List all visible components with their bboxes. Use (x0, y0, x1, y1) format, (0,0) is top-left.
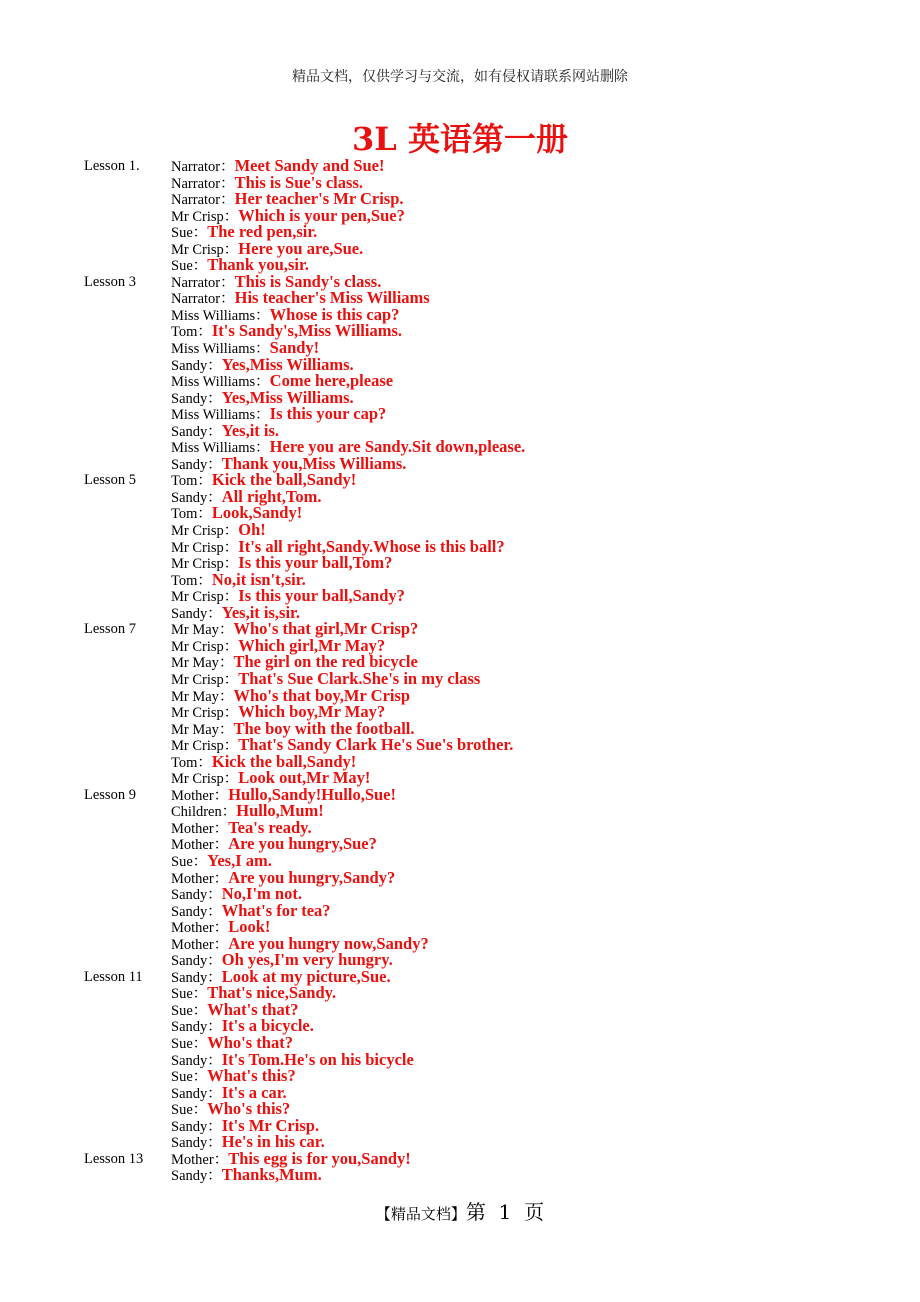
speech-text: It's Mr Crisp. (221, 1115, 320, 1135)
speaker-name: Sandy (171, 887, 208, 904)
speaker-name: Sue (171, 258, 193, 275)
lesson-label: Lesson 9 (84, 786, 136, 803)
speaker-name: Sandy (171, 953, 208, 970)
speech-text: Who's that? (207, 1032, 293, 1052)
speaker-name: Narrator (171, 291, 221, 308)
speaker-name: Mother (171, 1151, 214, 1168)
speaker-name: Sue (171, 853, 193, 870)
speaker-name: Sandy (171, 903, 208, 920)
speech-text: Look! (228, 917, 271, 937)
speaker-name: Sandy (171, 423, 208, 440)
speaker-colon: ： (207, 1118, 222, 1135)
speaker-colon: ： (192, 986, 208, 1003)
speaker-colon: ： (223, 539, 239, 556)
speaker-colon: ： (207, 953, 222, 970)
speech-text: It's all right,Sandy.Whose is this ball? (238, 536, 505, 556)
speaker-name: Mr May (171, 655, 219, 672)
dialogue-line (171, 1167, 904, 1184)
speech-text: Is this your ball,Tom? (238, 553, 393, 573)
speaker-name: Mother (171, 787, 214, 804)
speech-text: It's Sandy's,Miss Williams. (211, 321, 402, 341)
dialogue-content (84, 158, 904, 1184)
speaker-colon: ： (207, 1085, 222, 1102)
speech-text: Yes,Miss Williams. (221, 354, 354, 374)
speech-text: He's in his car. (221, 1132, 325, 1152)
speech-text: Yes,I am. (207, 850, 272, 870)
speech-text: Yes,it is,sir. (221, 602, 300, 622)
speaker-colon: ： (223, 771, 239, 788)
speaker-name: Narrator (171, 192, 221, 209)
speaker-colon: ： (207, 1135, 222, 1152)
speaker-name: Mr Crisp (171, 523, 224, 540)
speaker-name: Narrator (171, 159, 221, 175)
speaker-colon: ： (255, 374, 270, 391)
dialogue-lines (171, 472, 904, 621)
dialogue-lines (171, 158, 904, 274)
speaker-name: Mr Crisp (171, 738, 224, 755)
speaker-name: Sandy (171, 456, 208, 473)
speaker-colon: ： (221, 804, 237, 821)
speaker-name: Sandy (171, 1019, 208, 1036)
speaker-name: Miss Williams (171, 307, 256, 324)
speaker-colon: ： (223, 208, 239, 225)
speech-text: Whose is this cap? (269, 304, 400, 324)
speaker-colon: ： (192, 853, 208, 870)
speech-text: Kick the ball,Sandy! (211, 751, 357, 771)
speech-text: What's this? (207, 1066, 296, 1086)
speech-text: Her teacher's Mr Crisp. (234, 189, 404, 209)
speech-text: Who's that boy,Mr Crisp (233, 685, 411, 705)
speaker-name: Sandy (171, 1052, 208, 1069)
speaker-colon: ： (197, 473, 212, 490)
lesson-label: Lesson 3 (84, 273, 136, 290)
dialogue-lines (171, 271, 904, 473)
speech-text: Hullo,Sandy!Hullo,Sue! (228, 784, 396, 804)
speech-text: Which is your pen,Sue? (238, 205, 405, 225)
speaker-name: Mother (171, 920, 214, 937)
dialogue-lines (171, 784, 904, 970)
speaker-colon: ： (213, 820, 229, 837)
speaker-colon: ： (207, 903, 222, 920)
speaker-name: Mr May (171, 622, 219, 639)
speaker-name: Mr Crisp (171, 638, 224, 655)
page-footer (0, 1196, 920, 1225)
speaker-colon: ： (207, 1052, 222, 1069)
lesson-label: Lesson 13 (84, 1150, 144, 1167)
speech-text: Here you are Sandy.Sit down,please. (269, 437, 526, 457)
speaker-colon: ： (197, 572, 212, 589)
speaker-colon: ： (207, 605, 222, 622)
speaker-colon: ： (223, 738, 239, 755)
speaker-colon: ： (220, 274, 235, 291)
speaker-name: Mr May (171, 688, 219, 705)
speaker-colon: ： (207, 887, 222, 904)
speaker-name: Tom (171, 473, 198, 490)
speaker-colon: ： (207, 489, 222, 506)
speaker-colon: ： (207, 969, 222, 986)
speaker-colon: ： (223, 589, 239, 606)
speaker-name: Children (171, 804, 222, 821)
speaker-name: Sandy (171, 489, 208, 506)
speech-text: Here you are,Sue. (238, 238, 364, 258)
speaker-colon: ： (207, 423, 222, 440)
speech-text: What's that? (207, 999, 299, 1019)
speech-text: All right,Tom. (221, 486, 322, 506)
speaker-name: Sandy (171, 357, 208, 374)
speaker-name: Mother (171, 820, 214, 837)
speaker-colon: ： (213, 837, 229, 854)
speaker-name: Miss Williams (171, 407, 256, 424)
footer-prefix: 第 (465, 1200, 486, 1224)
lesson-block (84, 472, 904, 621)
speaker-colon: ： (255, 341, 270, 358)
speaker-name: Mr Crisp (171, 539, 224, 556)
speaker-colon: ： (220, 159, 235, 175)
speaker-name: Mr Crisp (171, 208, 224, 225)
lesson-label: Lesson 5 (84, 472, 136, 489)
speech-text: Is this your ball,Sandy? (238, 586, 405, 606)
lesson-block (84, 1148, 904, 1185)
speaker-name: Mother (171, 870, 214, 887)
speaker-name: Sue (171, 1035, 193, 1052)
lesson-block (84, 158, 904, 274)
speaker-colon: ： (223, 556, 239, 573)
speaker-name: Mr Crisp (171, 241, 224, 258)
speech-text: What's for tea? (221, 900, 331, 920)
speaker-name: Mr Crisp (171, 771, 224, 788)
speaker-name: Mother (171, 837, 214, 854)
speaker-colon: ： (207, 357, 222, 374)
speech-text: Which boy,Mr May? (238, 702, 386, 722)
document-title: 3L 英语第一册 (352, 120, 568, 158)
speech-text: Tea's ready. (228, 817, 312, 837)
speech-text: Who's that girl,Mr Crisp? (233, 619, 419, 639)
speech-text: This is Sue's class. (234, 172, 363, 192)
speech-text: That's nice,Sandy. (207, 983, 337, 1003)
speech-text: Thank you,Miss Williams. (221, 453, 407, 473)
speaker-colon: ： (207, 456, 222, 473)
page-number: 1 (498, 1200, 512, 1224)
speech-text: Kick the ball,Sandy! (211, 470, 357, 490)
speech-text: Look out,Mr May! (238, 768, 371, 788)
speaker-name: Miss Williams (171, 440, 256, 457)
speech-text: That's Sue Clark.She's in my class (238, 668, 481, 688)
speaker-name: Miss Williams (171, 374, 256, 391)
speech-text: It's a bicycle. (221, 1016, 314, 1036)
speech-text: This egg is for you,Sandy! (228, 1148, 411, 1168)
speaker-colon: ： (192, 225, 208, 242)
dialogue-lines (171, 966, 904, 1152)
speaker-name: Tom (171, 506, 198, 523)
speaker-name: Mr Crisp (171, 705, 224, 722)
speaker-name: Sandy (171, 605, 208, 622)
speaker-colon: ： (223, 241, 239, 258)
speaker-colon: ： (223, 705, 239, 722)
speaker-colon: ： (218, 622, 234, 639)
speaker-name: Sandy (171, 390, 208, 407)
speaker-name: Sandy (171, 1168, 208, 1185)
speaker-colon: ： (220, 175, 235, 192)
speech-text: Oh yes,I'm very hungry. (221, 950, 393, 970)
speaker-name: Sue (171, 986, 193, 1003)
speech-text: Are you hungry,Sandy? (228, 867, 396, 887)
speech-text: The boy with the football. (233, 718, 415, 738)
speaker-colon: ： (223, 671, 239, 688)
dialogue-line (171, 900, 904, 920)
dialogue-lines (171, 1148, 904, 1185)
speech-text: His teacher's Miss Williams (234, 288, 430, 308)
lesson-block (84, 621, 904, 786)
speech-text: The red pen,sir. (207, 222, 318, 242)
speech-text: Are you hungry,Sue? (228, 834, 377, 854)
speaker-name: Sue (171, 1069, 193, 1086)
speaker-name: Tom (171, 754, 198, 771)
speaker-name: Sue (171, 1102, 193, 1119)
lesson-block (84, 271, 904, 473)
speech-text: Meet Sandy and Sue! (234, 156, 385, 175)
speaker-name: Sue (171, 225, 193, 242)
speaker-colon: ： (207, 390, 222, 407)
speaker-colon: ： (218, 688, 234, 705)
dialogue-line (171, 836, 904, 853)
speaker-name: Tom (171, 324, 198, 341)
speaker-colon: ： (213, 1151, 229, 1168)
speech-text: That's Sandy Clark He's Sue's brother. (238, 735, 514, 755)
speaker-name: Sue (171, 1002, 193, 1019)
speech-text: No,it isn't,sir. (211, 569, 306, 589)
speech-text: Who's this? (207, 1099, 291, 1119)
speech-text: Are you hungry now,Sandy? (228, 933, 429, 953)
speaker-colon: ： (192, 1035, 208, 1052)
speaker-colon: ： (218, 655, 234, 672)
speech-text: Oh! (238, 520, 266, 540)
lesson-block (84, 966, 904, 1152)
dialogue-line (171, 505, 904, 522)
speaker-colon: ： (192, 1102, 208, 1119)
speaker-name: Mother (171, 936, 214, 953)
speech-text: Thank you,sir. (207, 255, 309, 275)
footer-suffix: 页 (524, 1200, 545, 1224)
speech-text: Hullo,Mum! (236, 801, 324, 821)
speaker-name: Miss Williams (171, 341, 256, 358)
speaker-colon: ： (213, 920, 229, 937)
speaker-name: Sandy (171, 1135, 208, 1152)
speaker-colon: ： (213, 787, 229, 804)
speaker-colon: ： (223, 523, 239, 540)
speech-text: Look,Sandy! (211, 503, 303, 523)
speaker-colon: ： (213, 936, 229, 953)
speaker-name: Sandy (171, 1085, 208, 1102)
speech-text: Yes,Miss Williams. (221, 387, 354, 407)
speaker-colon: ： (192, 1069, 208, 1086)
speaker-colon: ： (223, 638, 239, 655)
speaker-name: Sandy (171, 969, 208, 986)
speaker-colon: ： (197, 506, 212, 523)
lesson-block (84, 784, 904, 970)
speech-text: It's Tom.He's on his bicycle (221, 1049, 414, 1069)
speaker-colon: ： (207, 1019, 222, 1036)
dialogue-lines (171, 621, 904, 786)
speech-text: No,I'm not. (221, 884, 302, 904)
lesson-label: Lesson 7 (84, 621, 136, 638)
speaker-colon: ： (255, 440, 270, 457)
speaker-name: Mr May (171, 721, 219, 738)
speech-text: Thanks,Mum. (221, 1165, 322, 1185)
speaker-colon: ： (220, 192, 235, 209)
speaker-name: Mr Crisp (171, 671, 224, 688)
speaker-name: Narrator (171, 175, 221, 192)
speech-text: Is this your cap? (269, 404, 387, 424)
speaker-colon: ： (255, 307, 270, 324)
speaker-colon: ： (255, 407, 270, 424)
speaker-colon: ： (220, 291, 235, 308)
speaker-colon: ： (207, 1168, 222, 1185)
speech-text: Come here,please (269, 371, 394, 391)
lesson-label: Lesson 1. (84, 158, 140, 174)
speaker-name: Sandy (171, 1118, 208, 1135)
speaker-colon: ： (213, 870, 229, 887)
speech-text: The girl on the red bicycle (233, 652, 418, 672)
speech-text: Yes,it is. (221, 420, 280, 440)
speaker-colon: ： (192, 1002, 208, 1019)
footer-tag: 【精品文档】 (375, 1205, 466, 1223)
speech-text: Look at my picture,Sue. (221, 966, 391, 986)
speaker-colon: ： (192, 258, 208, 275)
speaker-colon: ： (197, 754, 212, 771)
speech-text: This is Sandy's class. (234, 271, 382, 291)
speech-text: Which girl,Mr May? (238, 635, 386, 655)
speaker-colon: ： (197, 324, 212, 341)
speaker-name: Narrator (171, 274, 221, 291)
lesson-label: Lesson 11 (84, 968, 143, 985)
speaker-colon: ： (218, 721, 234, 738)
speech-text: Sandy! (269, 338, 320, 358)
speaker-name: Mr Crisp (171, 556, 224, 573)
page-header: 精品文档，仅供学习与交流，如有侵权请联系网站删除 (292, 69, 628, 85)
dialogue-line (171, 406, 904, 423)
speaker-name: Mr Crisp (171, 589, 224, 606)
speaker-name: Tom (171, 572, 198, 589)
speech-text: It's a car. (221, 1082, 287, 1102)
